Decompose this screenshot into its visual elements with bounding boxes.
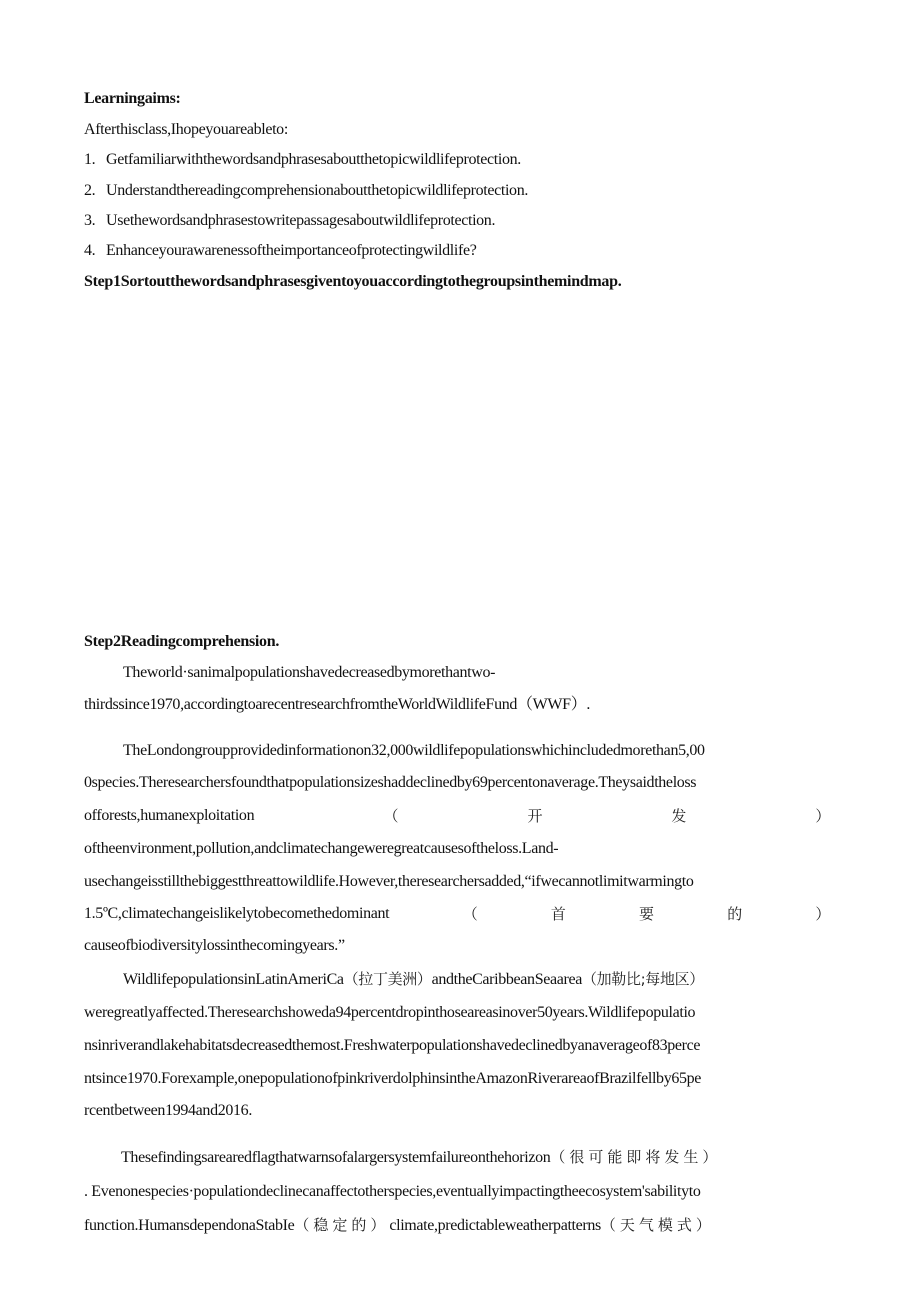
paragraph-3-line-4: ntsince1970.Forexample,onepopulationofpinkriverdolphinsintheAmazonRiverareaofBrazilfellby65pe [84, 1070, 702, 1087]
gloss-char: 发 [671, 807, 687, 825]
aim-number: 3. [84, 212, 96, 229]
aim-text: Usethewordsandphrasestowritepassagesaboutwildlifeprotection. [106, 212, 496, 229]
paragraph-4-line-3 [84, 1215, 715, 1236]
paragraph-4-line-2: . Evenonespecies·populationdeclinecanaffectotherspecies,eventuallyimpactingtheecosystem'sabilityto [84, 1183, 701, 1200]
gloss-char: 首 [550, 905, 566, 923]
paragraph-2-line-3 [84, 806, 830, 826]
gloss-close-paren: ） [815, 905, 830, 923]
learning-aims-intro: Afterthisclass,Ihopeyouareableto: [84, 121, 288, 138]
gloss-weather-patterns: （天气模式） [600, 1216, 715, 1234]
aim-text: Understandthereadingcomprehensionaboutthetopicwildlifeprotection. [106, 182, 529, 199]
text-segment: WildlifepopulationsinLatinAmeriCa [123, 971, 344, 988]
text-segment: function.HumansdependonaStabIe [84, 1217, 295, 1234]
paragraph-2-line-4: oftheenvironment,pollution,andclimatechangeweregreatcausesoftheloss.Land- [84, 840, 559, 857]
text-segment: climate,predictableweatherpatterns [389, 1217, 601, 1234]
gloss-latin-america: （拉丁美洲） [343, 970, 432, 988]
text-segment: Thesefindingsarearedflagthatwarnsofalargersystemfailureonthehorizon [121, 1149, 551, 1166]
aim-number: 2. [84, 182, 96, 199]
aim-text: Enhanceyourawarenessoftheimportanceofprotectingwildlife? [106, 242, 477, 259]
gloss-stable: （稳定的） [294, 1216, 390, 1234]
step1-heading: Step1Sortoutthewordsandphrasesgiventoyouaccordingtothegroupsinthemindmap. [84, 273, 622, 290]
paragraph-1-line-2: thirdssince1970,accordingtoarecentresearchfromtheWorldWildlifeFund（WWF）. [84, 696, 591, 713]
text-segment: andtheCaribbeanSeaarea [431, 971, 582, 988]
gloss-char: 要 [639, 905, 654, 923]
paragraph-2-line-6 [84, 904, 830, 924]
aim-item-4 [84, 241, 476, 261]
gloss-open-paren: （ [383, 807, 399, 825]
aim-item-3 [84, 211, 495, 231]
aim-number: 4. [84, 242, 96, 259]
mind-map-blank-area [84, 300, 830, 620]
text-segment: 1.5ºC,climatechangeislikelytobecomethedominant [84, 905, 390, 922]
paragraph-2-line-2: 0species.Theresearchersfoundthatpopulationsizeshaddeclinedby69percentonaverage.Theysaidtheloss [84, 774, 697, 791]
paragraph-3-line-3: nsinriverandlakehabitatsdecreasedthemost.Freshwaterpopulationshavedeclinedbyanaverageof83perce [84, 1037, 701, 1054]
aim-item-1 [84, 150, 521, 170]
gloss-char: 开 [527, 807, 543, 825]
paragraph-3-line-5: rcentbetween1994and2016. [84, 1102, 252, 1119]
aim-number: 1. [84, 151, 96, 168]
learning-aims-heading: Learningaims: [84, 90, 181, 107]
step2-heading: Step2Readingcomprehension. [84, 633, 280, 650]
gloss-char: 的 [727, 905, 742, 923]
paragraph-3-line-1 [123, 969, 704, 990]
paragraph-1-line-1: Theworld·sanimalpopulationshavedecreasedbymorethantwo- [123, 664, 496, 681]
gloss-caribbean: （加勒比;每地区） [582, 970, 704, 988]
paragraph-3-line-2: weregreatlyaffected.Theresearchshoweda94percentdropinthoseareasinover50years.Wildlifepopulatio [84, 1004, 696, 1021]
paragraph-2-line-1: TheLondongroupprovidedinformationon32,000wildlifepopulationswhichincludedmorethan5,00 [123, 742, 705, 759]
gloss-on-the-horizon: （很可能即将发生） [550, 1148, 722, 1166]
paragraph-2-line-5: usechangeisstillthebiggestthreattowildlife.However,theresearchersadded,“ifwecannotlimitwarmingto [84, 873, 694, 890]
gloss-close-paren: ） [815, 807, 830, 825]
paragraph-4-line-1 [121, 1147, 721, 1168]
aim-item-2 [84, 181, 528, 201]
text-segment: offorests,humanexploitation [84, 807, 255, 824]
aim-text: Getfamiliarwiththewordsandphrasesaboutthetopicwildlifeprotection. [106, 151, 521, 168]
paragraph-2-line-7: causeofbiodiversitylossinthecomingyears.” [84, 937, 345, 954]
gloss-open-paren: （ [462, 905, 478, 923]
